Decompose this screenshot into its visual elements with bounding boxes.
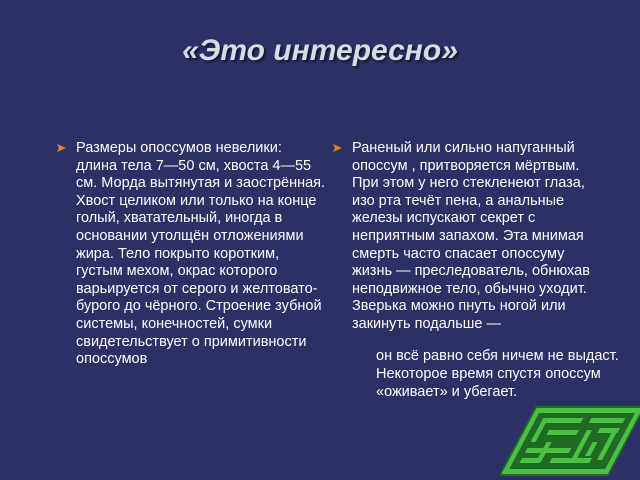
- orange-arrow-bullet-icon: [56, 142, 68, 154]
- right-paragraph-continuation: он всё равно себя ничем не выдаст. Некоторое время спустя опоссум «оживает» и убегает.: [376, 348, 619, 400]
- orange-arrow-bullet-icon: [332, 142, 344, 154]
- slide-title: «Это интересно»: [182, 34, 458, 67]
- right-text-block: [352, 140, 608, 334]
- right-paragraph: Раненый или сильно напуганный опоссум , притворяется мёртвым. При этом у него стекленеют глаза, изо рта течёт пена, а анальные железы испускают секрет с неприятным запахом. Эта мнимая смерть часто спасает опоссуму жизнь — преследователь, обнюхав неподвижное тело, обычно уходит. Зверька можно пнуть ногой или закинуть подальше —: [352, 140, 590, 332]
- left-paragraph: Размеры опоссумов невелики: длина тела 7—50 см, хвоста 4—55 см. Морда вытянутая и заострённая. Хвост целиком или только на конце голый, хватательный, иногда в основании утолщён отложениями жира. Тело покрыто коротким, густым мехом, окрас которого варьируется от серого и желтовато-бурого до чёрного. Строение зубной системы, конечностей, сумки свидетельствует о примитивности опоссумов: [76, 140, 326, 368]
- green-maze-icon: [500, 398, 640, 480]
- left-text-block: [76, 140, 326, 369]
